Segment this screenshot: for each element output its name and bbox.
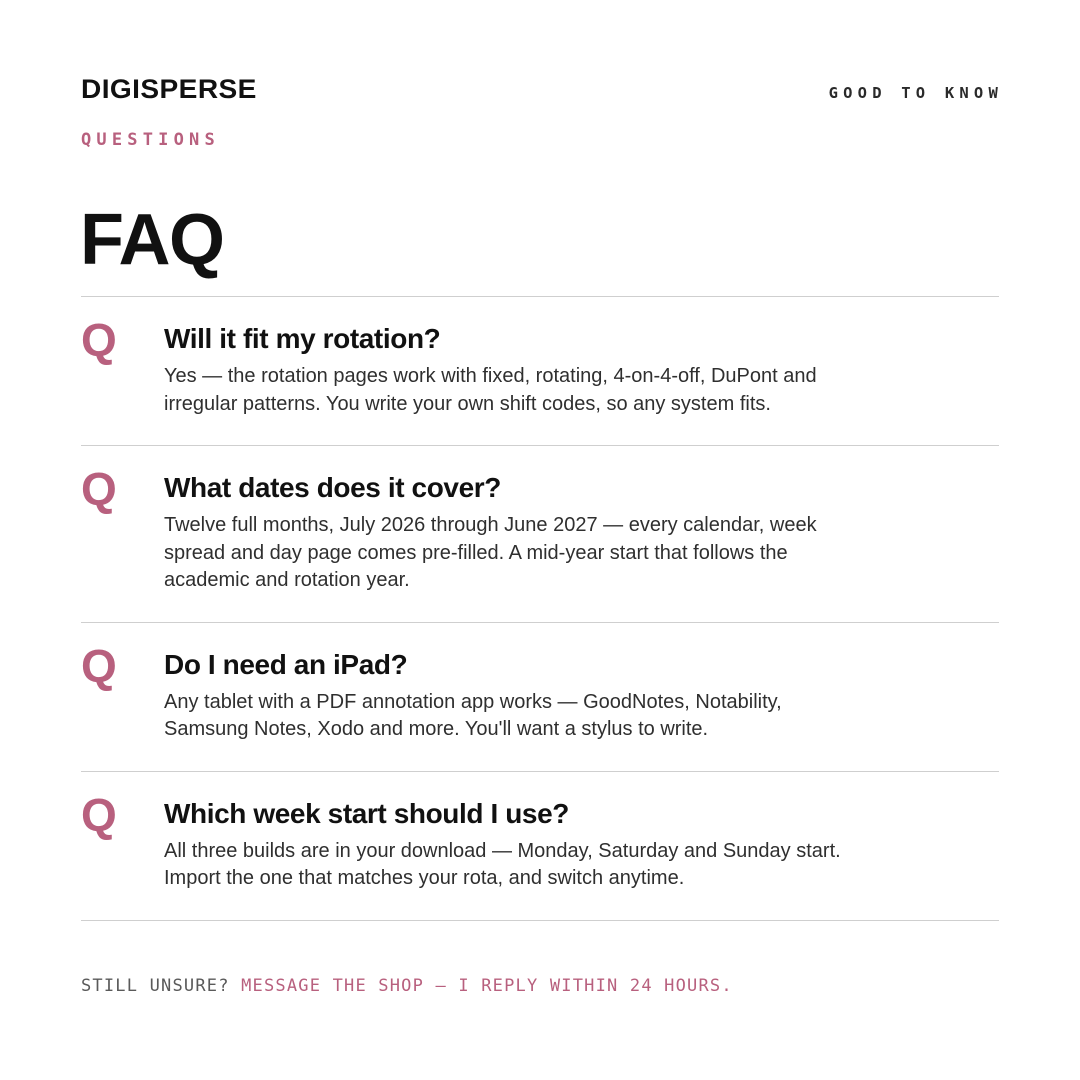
faq-answer: All three builds are in your download — Monday, Saturday and Sunday start. Import the one that matches your rota, and switch anytime. [164,839,841,889]
question-marker: Q [81,639,117,692]
faq-answer: Yes — the rotation pages work with fixed, rotating, 4-on-4-off, DuPont and irregular patterns. You write your own shift codes, so any system fits. [164,365,817,415]
footer-note [81,978,733,995]
faq-body [164,647,864,744]
section-tag: GOOD TO KNOW [828,84,1003,102]
faq-body [164,796,864,893]
footer-lead: STILL UNSURE? [81,976,230,996]
faq-question: Which week start should I use? [164,797,569,829]
page-title: FAQ [80,200,224,281]
faq-list [81,296,999,921]
brand-logo: DIGISPERSE [81,74,257,104]
faq-body [164,321,864,418]
faq-question: Will it fit my rotation? [164,323,441,354]
faq-item-ipad [81,623,999,772]
footer-cta-link[interactable]: MESSAGE THE SHOP — I REPLY WITHIN 24 HOURS. [241,976,733,996]
question-marker: Q [81,314,117,366]
faq-item-dates [81,446,999,623]
eyebrow-label: QUESTIONS [81,130,220,150]
question-marker: Q [81,463,117,515]
faq-item-week-start [81,772,999,921]
question-marker: Q [81,788,117,841]
faq-question: Do I need an iPad? [164,648,408,680]
faq-item-rotation [81,297,999,446]
faq-answer: Twelve full months, July 2026 through June 2027 — every calendar, week spread and day page comes pre-filled. A mid-year start that follows the academic and rotation year. [164,514,817,591]
faq-answer: Any tablet with a PDF annotation app works — GoodNotes, Notability, Samsung Notes, Xodo and more. You'll want a stylus to write. [164,690,782,740]
faq-question: What dates does it cover? [164,472,501,503]
faq-body [164,470,864,595]
